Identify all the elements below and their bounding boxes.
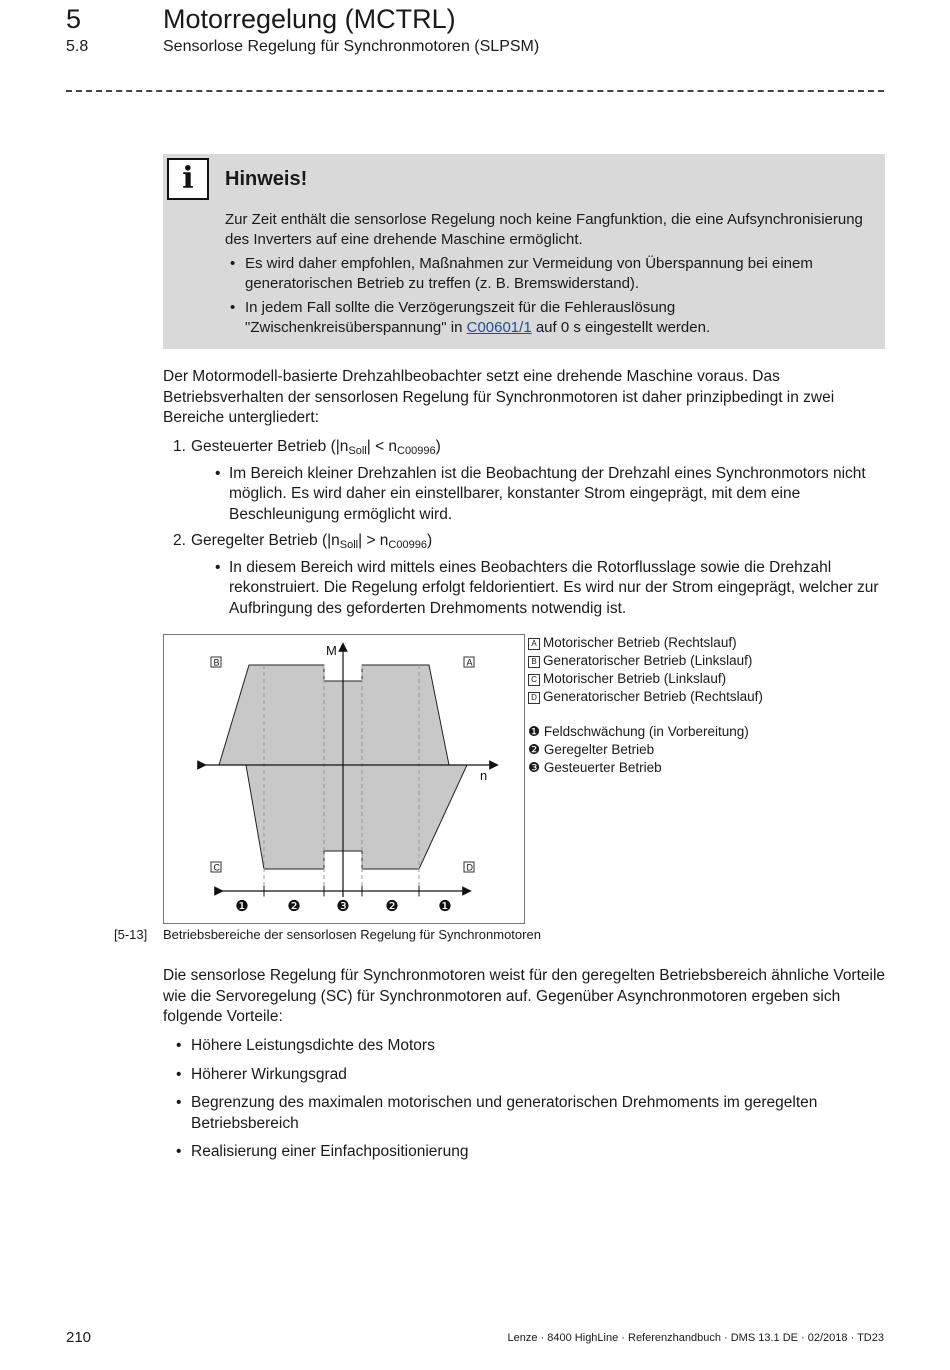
- note-bullet-text: In jedem Fall sollte die Verzögerungszeit für die Fehlerauslösung "Zwischenkreisüberspannung" in: [245, 299, 676, 336]
- zone-marker: ❶: [235, 897, 249, 915]
- upper-operating-region: [219, 665, 449, 765]
- zone-marker: ❷: [385, 897, 399, 915]
- list-label: Geregelter Betrieb $(|n_{Soll}| > n_{C00996})$: [191, 532, 433, 551]
- legend-item: C Motorischer Betrieb (Linkslauf): [528, 670, 763, 688]
- operating-mode-list: [173, 437, 885, 625]
- quadrant-a-label: A: [466, 657, 473, 668]
- note-bullet-text: auf 0 s eingestellt werden.: [535, 319, 711, 336]
- diagram-svg: [164, 635, 524, 923]
- quadrant-c-label: C: [213, 862, 220, 873]
- axis-n-label: n: [480, 768, 488, 783]
- figure-caption: Betriebsbereiche der sensorlosen Regelung für Synchronmotoren: [163, 927, 541, 942]
- parameter-link[interactable]: C00601/1: [466, 319, 532, 336]
- zone-marker: ❸: [336, 897, 350, 915]
- note-heading: Hinweis!: [225, 168, 308, 190]
- zone-marker: ❶: [438, 897, 452, 915]
- intro-paragraph: Der Motormodell-basierte Drehzahlbeobachter setzt eine drehende Maschine voraus. Das Betriebsverhalten der sensorlosen Regelung für Synchronmotoren ist daher prinzipbedingt in zwei Bereiche untergliedert:: [163, 368, 835, 426]
- zone-key: ❷: [528, 742, 541, 757]
- section-title: Sensorlose Regelung für Synchronmotoren (SLPSM): [163, 38, 540, 55]
- page-number: 210: [66, 1329, 92, 1346]
- zone-key: ❶: [528, 724, 541, 739]
- legend-item: D Generatorischer Betrieb (Rechtslauf): [528, 688, 763, 706]
- list-label: Gesteuerter Betrieb $(|n_{Soll}| < n_{C00996})$: [191, 438, 441, 457]
- list-detail: • In diesem Bereich wird mittels eines Beobachters die Rotorflusslage sowie die Drehzahl rekonstruiert. Die Regelung erfolgt feldorientiert. Es wird nur der Strom eingeprägt, welcher zur Aufbringung des geforderten Drehmoments notwendig ist.: [191, 558, 885, 620]
- operating-range-diagram: [163, 634, 525, 924]
- legend-item: A Motorischer Betrieb (Rechtslauf): [528, 634, 763, 652]
- list-number: 2.: [173, 532, 186, 549]
- quadrant-d-label: D: [466, 862, 473, 873]
- chapter-number: 5: [66, 4, 82, 34]
- quadrant-key: A: [528, 638, 540, 650]
- diagram-legend: [528, 634, 763, 777]
- lower-operating-region: [246, 765, 467, 869]
- axis-m-label: M: [326, 643, 337, 658]
- info-icon: i: [167, 158, 209, 200]
- note-bullet: [225, 298, 865, 338]
- note-body: [225, 210, 865, 342]
- zone-key: ❸: [528, 760, 541, 775]
- quadrant-key: B: [528, 656, 540, 668]
- list-number: 1.: [173, 438, 186, 455]
- list-item: • Realisierung einer Einfachpositionierung: [175, 1142, 887, 1163]
- zone-marker: ❷: [287, 897, 301, 915]
- note-intro: Zur Zeit enthält die sensorlose Regelung noch keine Fangfunktion, die eine Aufsynchronisierung des Inverters auf eine drehende Maschine ermöglicht.: [225, 211, 863, 248]
- list-item: [173, 437, 885, 525]
- list-item: • Begrenzung des maximalen motorischen und generatorischen Drehmoments im geregelten Betriebsbereich: [175, 1093, 887, 1134]
- note-bullet: [225, 254, 865, 294]
- list-detail: • Im Bereich kleiner Drehzahlen ist die Beobachtung der Drehzahl eines Synchronmotors nicht möglich. Es wird daher ein einstellbarer, konstanter Strom eingeprägt, mit dem eine Beschleunigung ermöglicht wird.: [191, 464, 885, 526]
- note-bullet-text: Es wird daher empfohlen, Maßnahmen zur Vermeidung von Überspannung bei einem generatorischen Betrieb zu treffen (z. B. Bremswiderstand).: [245, 255, 813, 292]
- legend-item: ❸ Gesteuerter Betrieb: [528, 760, 662, 775]
- figure-number: [5-13]: [114, 927, 148, 942]
- advantages-paragraph: Die sensorlose Regelung für Synchronmotoren weist für den geregelten Betriebsbereich ähnliche Vorteile wie die Servoregelung (SC) für Synchronmotoren auf. Gegenüber Asynchronmotoren ergeben sich folgende Vorteile:: [163, 967, 886, 1025]
- section-number: 5.8: [66, 38, 89, 55]
- list-item: [173, 531, 885, 619]
- quadrant-key: D: [528, 692, 540, 704]
- legend-item: B Generatorischer Betrieb (Linkslauf): [528, 652, 763, 670]
- note-box: [163, 154, 885, 349]
- list-item: • Höhere Leistungsdichte des Motors: [175, 1036, 887, 1057]
- legend-item: ❶ Feldschwächung (in Vorbereitung): [528, 724, 749, 739]
- chapter-title: Motorregelung (MCTRL): [163, 4, 456, 34]
- list-item: • Höherer Wirkungsgrad: [175, 1065, 887, 1086]
- header-divider: [66, 90, 884, 92]
- quadrant-b-label: B: [213, 657, 220, 668]
- advantages-list: [175, 1036, 887, 1171]
- legend-item: ❷ Geregelter Betrieb: [528, 742, 655, 757]
- footer-doc-info: Lenze · 8400 HighLine · Referenzhandbuch · DMS 13.1 DE · 02/2018 · TD23: [507, 1332, 884, 1344]
- quadrant-key: C: [528, 674, 540, 686]
